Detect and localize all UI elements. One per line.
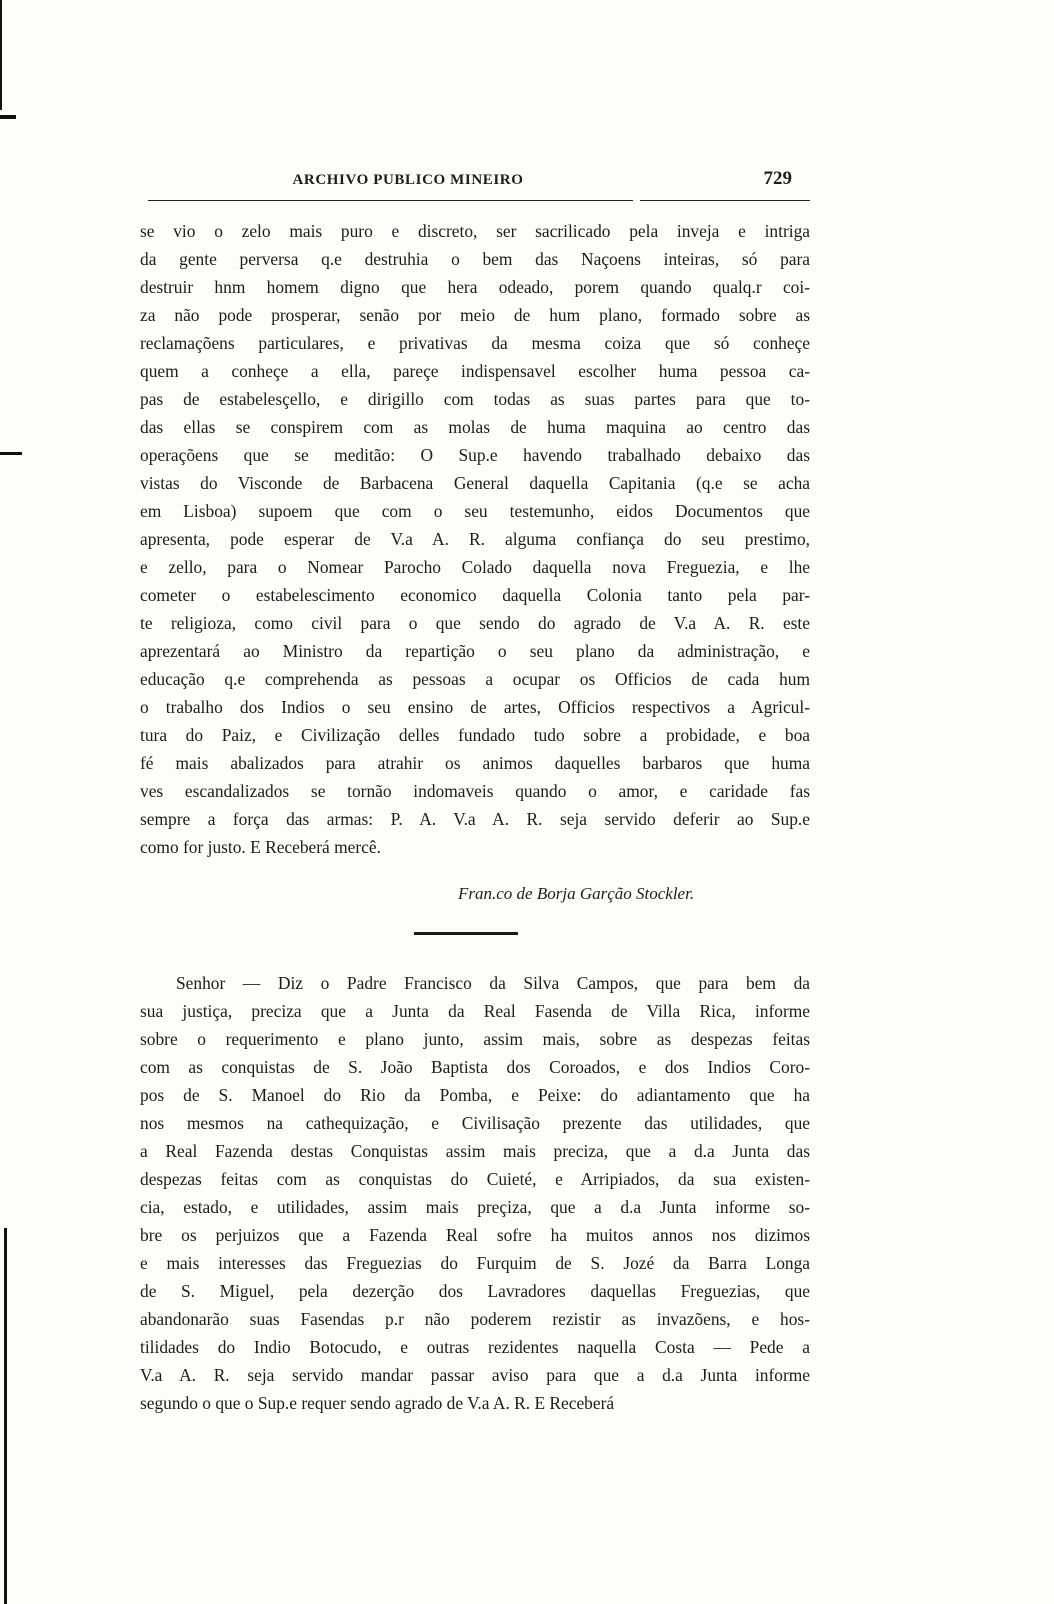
text-line: pas de estabelesçello, e dirigillo com todas as suas partes para que to- xyxy=(140,389,810,409)
text-line: apresenta, pode esperar de V.a A. R. alguma confiança do seu prestimo, xyxy=(140,529,810,549)
text-line: segundo o que o Sup.e requer sendo agrado de V.a A. R. E Receberá xyxy=(140,1393,615,1413)
text-line: ves escandalizados se tornão indomaveis quando o amor, e caridade fas xyxy=(140,781,810,801)
scan-edge-mark xyxy=(4,1228,7,1604)
page-number: 729 xyxy=(763,168,792,189)
text-line: destruir hnm homem digno que hera odeado, porem quando qualq.r coi- xyxy=(140,277,810,297)
body-paragraph-2 xyxy=(140,969,810,1417)
running-head: ARCHIVO PUBLICO MINEIRO xyxy=(292,172,524,188)
text-line: em Lisboa) supoem que com o seu testemunho, eidos Documentos que xyxy=(140,501,810,521)
text-line: e zello, para o Nomear Parocho Colado daquella nova Freguezia, e lhe xyxy=(140,557,810,577)
text-line: sobre o requerimento e plano junto, assim mais, sobre as despezas feitas xyxy=(140,1029,810,1049)
scan-edge-mark xyxy=(0,115,16,119)
text-line: abandonarão suas Fasendas p.r não poderem rezistir as invazõens, e hos- xyxy=(140,1309,810,1329)
text-line: e mais interesses das Freguezias do Furquim de S. Jozé da Barra Longa xyxy=(140,1253,810,1273)
page-header xyxy=(138,168,810,198)
text-line: tura do Paiz, e Civilização delles fundado tudo sobre a probidade, e boa xyxy=(140,725,810,745)
text-line: sempre a força das armas: P. A. V.a A. R. seja servido deferir ao Sup.e xyxy=(140,809,810,829)
header-rule xyxy=(640,200,810,201)
text-line: fé mais abalizados para atrahir os animos daquelles barbaros que huma xyxy=(140,753,810,773)
text-line: com as conquistas de S. João Baptista dos Coroados, e dos Indios Coro- xyxy=(140,1057,810,1077)
text-line: reclamaçõens particulares, e privativas da mesma coiza que só conheçe xyxy=(140,333,810,353)
text-line: operaçõens que se meditão: O Sup.e havendo trabalhado debaixo das xyxy=(140,445,810,465)
text-line: tilidades do Indio Botocudo, e outras rezidentes naquella Costa — Pede a xyxy=(140,1337,810,1357)
text-line: cometer o estabelescimento economico daquella Colonia tanto pela par- xyxy=(140,585,810,605)
text-line: cia, estado, e utilidades, assim mais preçiza, que a d.a Junta informe so- xyxy=(140,1197,810,1217)
header-rule xyxy=(148,200,633,201)
text-line: za não pode prosperar, senão por meio de hum plano, formado sobre as xyxy=(140,305,810,325)
text-line: a Real Fazenda destas Conquistas assim mais preciza, que a d.a Junta das xyxy=(140,1141,810,1161)
text-line: o trabalho dos Indios o seu ensino de artes, Officios respectivos a Agricul- xyxy=(140,697,810,717)
text-line: aprezentará ao Ministro da repartição o seu plano da administração, e xyxy=(140,641,810,661)
text-line: despezas feitas com as conquistas do Cuieté, e Arripiados, da sua existen- xyxy=(140,1169,810,1189)
text-line: de S. Miguel, pela dezerção dos Lavradores daquellas Freguezias, que xyxy=(140,1281,810,1301)
text-line: V.a A. R. seja servido mandar passar aviso para que a d.a Junta informe xyxy=(140,1365,810,1385)
signature: Fran.co de Borja Garção Stockler. xyxy=(458,884,695,903)
text-line: bre os perjuizos que a Fazenda Real sofre ha muitos annos nos dizimos xyxy=(140,1225,810,1245)
text-line: te religioza, como civil para o que sendo do agrado de V.a A. R. este xyxy=(140,613,810,633)
text-line: quem a conheçe a ella, pareçe indispensavel escolher huma pessoa ca- xyxy=(140,361,810,381)
section-separator xyxy=(414,932,518,935)
text-line: pos de S. Manoel do Rio da Pomba, e Peixe: do adiantamento que ha xyxy=(140,1085,810,1105)
text-line: como for justo. E Receberá mercê. xyxy=(140,837,381,857)
body-paragraph-1 xyxy=(140,217,810,861)
text-line: nos mesmos na cathequização, e Civilisação prezente das utilidades, que xyxy=(140,1113,810,1133)
text-line: Senhor — Diz o Padre Francisco da Silva Campos, que para bem da xyxy=(176,973,810,993)
text-line: das ellas se conspirem com as molas de huma maquina ao centro das xyxy=(140,417,810,437)
scan-edge-mark xyxy=(0,0,2,110)
scan-edge-mark xyxy=(0,452,22,455)
text-line: da gente perversa q.e destruhia o bem das Naçoens inteiras, só para xyxy=(140,249,810,269)
text-line: educação q.e comprehenda as pessoas a ocupar os Officios de cada hum xyxy=(140,669,810,689)
text-line: sua justiça, preciza que a Junta da Real Fasenda de Villa Rica, informe xyxy=(140,1001,810,1021)
text-line: se vio o zelo mais puro e discreto, ser sacrilicado pela inveja e intriga xyxy=(140,221,810,241)
text-line: vistas do Visconde de Barbacena General daquella Capitania (q.e se acha xyxy=(140,473,810,493)
